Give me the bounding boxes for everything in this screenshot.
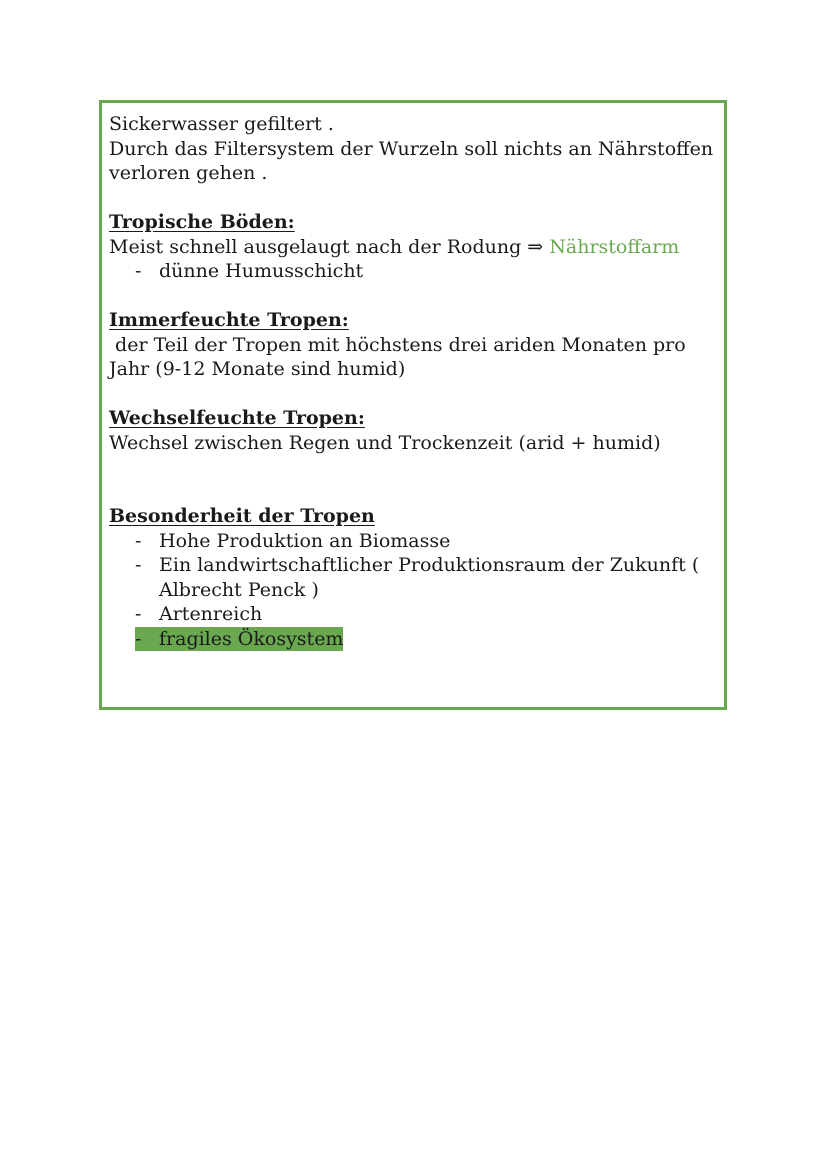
heading-besonderheit: Besonderheit der Tropen [109,505,375,527]
list-item-highlighted [135,627,343,652]
intro-line-3: verloren gehen . [109,162,268,184]
spacer [109,455,714,504]
bullet-dash: - [135,529,142,552]
list-item-text: Artenreich [159,603,263,625]
immerfeuchte-line-2: Jahr (9-12 Monate sind humid) [109,358,406,380]
spacer [109,186,714,211]
wechselfeuchte-text: Wechsel zwischen Regen und Trockenzeit (arid + humid) [109,431,661,454]
content-box [99,100,727,710]
list-item-text: fragiles Ökosystem [159,627,344,650]
heading-wechselfeuchte-tropen: Wechselfeuchte Tropen: [109,407,365,429]
immerfeuchte-line-1: der Teil der Tropen mit höchstens drei ariden Monaten pro [109,333,686,356]
list-item [109,602,714,627]
list-item [109,259,714,284]
spacer [109,284,714,309]
tropische-boeden-sentence: Meist schnell ausgelaugt nach der Rodung ⇒ [109,235,550,258]
naehrstoffarm-highlight: Nährstoffarm [549,235,680,258]
bullet-dash: - [135,260,142,282]
bullet-dash: - [135,554,142,576]
bullet-dash: - [135,627,142,650]
list-item-text: dünne Humusschicht [159,260,364,282]
tropische-boeden-text [109,235,714,260]
heading-immerfeuchte-tropen: Immerfeuchte Tropen: [109,309,349,331]
intro-line-2: Durch das Filtersystem der Wurzeln soll nichts an Nährstoffen [109,137,714,160]
list-item [109,553,714,602]
heading-tropische-boeden: Tropische Böden: [109,211,295,233]
list-item-text: Ein landwirtschaftlicher Produktionsraum der Zukunft ( Albrecht Penck ) [159,554,700,601]
intro-line-1: Sickerwasser gefiltert . [109,113,334,135]
bullet-dash: - [135,603,142,625]
notes-content [109,112,714,651]
list-item-text: Hohe Produktion an Biomasse [159,529,451,552]
list-item [109,529,714,554]
spacer [109,382,714,407]
